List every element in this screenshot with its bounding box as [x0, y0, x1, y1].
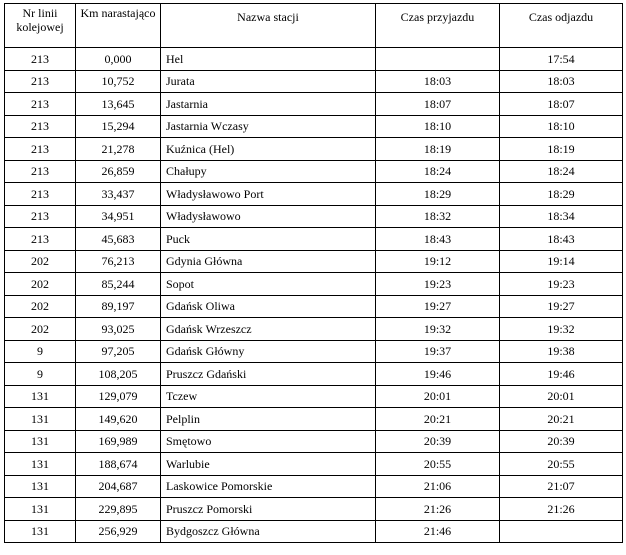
- cell-arrival-time: 19:27: [376, 295, 500, 318]
- table-row: [5, 273, 623, 296]
- table-row: [5, 70, 623, 93]
- cell-arrival-time: 20:01: [376, 385, 500, 408]
- cell-line-number: 131: [5, 498, 76, 521]
- cell-km: 97,205: [76, 340, 161, 363]
- cell-station-name: Puck: [161, 228, 376, 251]
- cell-departure-time: 20:21: [500, 408, 623, 431]
- cell-line-number: 131: [5, 520, 76, 543]
- cell-station-name: Kuźnica (Hel): [161, 138, 376, 161]
- cell-station-name: Władysławowo Port: [161, 183, 376, 206]
- cell-km: 21,278: [76, 138, 161, 161]
- cell-station-name: Laskowice Pomorskie: [161, 475, 376, 498]
- cell-arrival-time: 19:12: [376, 250, 500, 273]
- cell-line-number: 202: [5, 295, 76, 318]
- timetable-header: [5, 4, 623, 48]
- cell-km: 34,951: [76, 205, 161, 228]
- header-arrival-time: Czas przyjazdu: [376, 4, 500, 48]
- table-row: [5, 205, 623, 228]
- table-row: [5, 340, 623, 363]
- cell-arrival-time: 18:19: [376, 138, 500, 161]
- cell-line-number: 202: [5, 318, 76, 341]
- cell-departure-time: 21:07: [500, 475, 623, 498]
- cell-arrival-time: 21:26: [376, 498, 500, 521]
- cell-station-name: Gdańsk Wrzeszcz: [161, 318, 376, 341]
- cell-station-name: Jastarnia Wczasy: [161, 115, 376, 138]
- cell-line-number: 131: [5, 430, 76, 453]
- cell-departure-time: 18:10: [500, 115, 623, 138]
- table-row: [5, 138, 623, 161]
- table-row: [5, 250, 623, 273]
- table-row: [5, 475, 623, 498]
- table-row: [5, 363, 623, 386]
- cell-km: 85,244: [76, 273, 161, 296]
- cell-arrival-time: 20:21: [376, 408, 500, 431]
- cell-line-number: 213: [5, 228, 76, 251]
- cell-station-name: Pruszcz Gdański: [161, 363, 376, 386]
- cell-departure-time: 19:38: [500, 340, 623, 363]
- table-row: [5, 295, 623, 318]
- cell-departure-time: 18:07: [500, 93, 623, 116]
- cell-arrival-time: 19:37: [376, 340, 500, 363]
- cell-arrival-time: 21:06: [376, 475, 500, 498]
- table-row: [5, 408, 623, 431]
- table-row: [5, 48, 623, 71]
- cell-station-name: Tczew: [161, 385, 376, 408]
- cell-km: 76,213: [76, 250, 161, 273]
- header-row: [5, 4, 623, 48]
- cell-arrival-time: 20:39: [376, 430, 500, 453]
- cell-km: 33,437: [76, 183, 161, 206]
- table-row: [5, 318, 623, 341]
- cell-km: 0,000: [76, 48, 161, 71]
- cell-departure-time: 20:01: [500, 385, 623, 408]
- cell-arrival-time: 18:07: [376, 93, 500, 116]
- cell-arrival-time: 19:23: [376, 273, 500, 296]
- cell-km: 188,674: [76, 453, 161, 476]
- cell-arrival-time: 18:10: [376, 115, 500, 138]
- cell-departure-time: 20:55: [500, 453, 623, 476]
- table-row: [5, 385, 623, 408]
- cell-station-name: Chałupy: [161, 160, 376, 183]
- cell-departure-time: 19:23: [500, 273, 623, 296]
- cell-km: 13,645: [76, 93, 161, 116]
- cell-arrival-time: 18:29: [376, 183, 500, 206]
- cell-km: 108,205: [76, 363, 161, 386]
- header-line-number: Nr linii kolejowej: [5, 4, 76, 48]
- cell-arrival-time: 18:43: [376, 228, 500, 251]
- cell-km: 93,025: [76, 318, 161, 341]
- cell-departure-time: 18:03: [500, 70, 623, 93]
- cell-departure-time: 19:46: [500, 363, 623, 386]
- cell-line-number: 131: [5, 408, 76, 431]
- cell-line-number: 213: [5, 93, 76, 116]
- cell-km: 45,683: [76, 228, 161, 251]
- table-row: [5, 228, 623, 251]
- cell-line-number: 213: [5, 138, 76, 161]
- cell-arrival-time: 18:32: [376, 205, 500, 228]
- cell-station-name: Władysławowo: [161, 205, 376, 228]
- timetable-body: [5, 48, 623, 543]
- table-row: [5, 453, 623, 476]
- cell-km: 10,752: [76, 70, 161, 93]
- table-row: [5, 520, 623, 543]
- cell-departure-time: 20:39: [500, 430, 623, 453]
- cell-km: 149,620: [76, 408, 161, 431]
- cell-departure-time: [500, 520, 623, 543]
- table-row: [5, 160, 623, 183]
- cell-departure-time: 18:24: [500, 160, 623, 183]
- cell-km: 129,079: [76, 385, 161, 408]
- cell-arrival-time: [376, 48, 500, 71]
- header-station-name: Nazwa stacji: [161, 4, 376, 48]
- cell-departure-time: 19:32: [500, 318, 623, 341]
- cell-arrival-time: 19:32: [376, 318, 500, 341]
- cell-station-name: Gdańsk Oliwa: [161, 295, 376, 318]
- cell-departure-time: 21:26: [500, 498, 623, 521]
- cell-km: 169,989: [76, 430, 161, 453]
- cell-line-number: 131: [5, 475, 76, 498]
- cell-km: 229,895: [76, 498, 161, 521]
- cell-station-name: Smętowo: [161, 430, 376, 453]
- cell-departure-time: 17:54: [500, 48, 623, 71]
- cell-station-name: Sopot: [161, 273, 376, 296]
- cell-departure-time: 18:19: [500, 138, 623, 161]
- cell-line-number: 213: [5, 70, 76, 93]
- timetable: [4, 3, 623, 543]
- cell-line-number: 213: [5, 48, 76, 71]
- cell-arrival-time: 19:46: [376, 363, 500, 386]
- cell-line-number: 213: [5, 205, 76, 228]
- table-row: [5, 183, 623, 206]
- cell-departure-time: 19:14: [500, 250, 623, 273]
- cell-station-name: Jurata: [161, 70, 376, 93]
- cell-km: 15,294: [76, 115, 161, 138]
- table-row: [5, 430, 623, 453]
- cell-arrival-time: 18:03: [376, 70, 500, 93]
- cell-line-number: 9: [5, 340, 76, 363]
- header-km-cumulative: Km narastająco: [76, 4, 161, 48]
- cell-departure-time: 19:27: [500, 295, 623, 318]
- cell-station-name: Gdynia Główna: [161, 250, 376, 273]
- cell-line-number: 213: [5, 183, 76, 206]
- cell-arrival-time: 18:24: [376, 160, 500, 183]
- cell-station-name: Pelplin: [161, 408, 376, 431]
- cell-km: 89,197: [76, 295, 161, 318]
- cell-line-number: 213: [5, 115, 76, 138]
- table-row: [5, 115, 623, 138]
- cell-station-name: Warlubie: [161, 453, 376, 476]
- cell-line-number: 202: [5, 250, 76, 273]
- header-departure-time: Czas odjazdu: [500, 4, 623, 48]
- cell-line-number: 131: [5, 385, 76, 408]
- cell-station-name: Hel: [161, 48, 376, 71]
- cell-station-name: Pruszcz Pomorski: [161, 498, 376, 521]
- cell-departure-time: 18:43: [500, 228, 623, 251]
- cell-km: 204,687: [76, 475, 161, 498]
- cell-line-number: 202: [5, 273, 76, 296]
- cell-line-number: 9: [5, 363, 76, 386]
- cell-station-name: Bydgoszcz Główna: [161, 520, 376, 543]
- cell-arrival-time: 20:55: [376, 453, 500, 476]
- cell-departure-time: 18:29: [500, 183, 623, 206]
- cell-km: 26,859: [76, 160, 161, 183]
- table-row: [5, 498, 623, 521]
- cell-station-name: Gdańsk Główny: [161, 340, 376, 363]
- cell-km: 256,929: [76, 520, 161, 543]
- cell-departure-time: 18:34: [500, 205, 623, 228]
- cell-line-number: 131: [5, 453, 76, 476]
- table-row: [5, 93, 623, 116]
- cell-station-name: Jastarnia: [161, 93, 376, 116]
- cell-line-number: 213: [5, 160, 76, 183]
- cell-arrival-time: 21:46: [376, 520, 500, 543]
